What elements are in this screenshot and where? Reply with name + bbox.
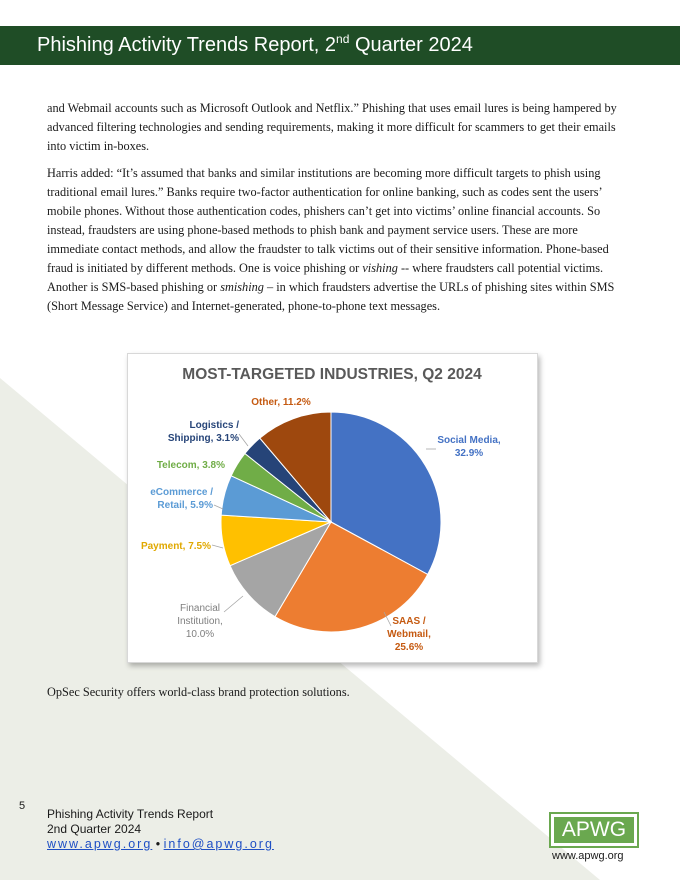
header-title-sup: nd	[336, 32, 350, 46]
body-text	[47, 99, 622, 324]
site-link[interactable]: www.apwg.org	[47, 837, 153, 851]
data-label-line: Retail, 5.9%	[157, 500, 213, 511]
term-smishing: smishing	[220, 280, 264, 294]
footer-report-name: Phishing Activity Trends Report	[47, 807, 214, 821]
data-label-line: Other, 11.2%	[251, 397, 311, 408]
pie-chart-svg	[128, 354, 537, 662]
apwg-logo	[549, 812, 639, 848]
data-label-saas-webmail	[387, 616, 431, 653]
leader-line-payment	[212, 545, 223, 548]
paragraph-2	[47, 164, 622, 316]
header-title-suffix: Quarter 2024	[349, 34, 473, 56]
data-label-line: Institution,	[177, 616, 223, 627]
data-label-line: Social Media,	[437, 435, 501, 446]
data-label-telecom	[157, 460, 225, 471]
data-label-line: Shipping, 3.1%	[167, 433, 239, 444]
data-label-line: Payment, 7.5%	[140, 541, 211, 552]
paragraph-2-part-1: Harris added: “It’s assumed that banks and similar institutions are becoming more difficult targets to phish using traditional email lures.” Banks require two-factor authentication for online banking, such as codes sent the users’ mobile phones. Without those authentication codes, phishers can’t get into victims’ online financial accounts. So instead, fraudsters are using phone-based methods to phish bank and payment service users. These are more immediate contact methods, and allow the fraudster to talk victims out of their sensitive information. Phone-based fraud is initiated by different methods. One is voice phishing or	[47, 166, 609, 275]
footer-quarter: 2nd Quarter 2024	[47, 822, 142, 836]
paragraph-2-part-3: – in which fraudsters advertise the URLs of phishing sites within SMS (Short Message Service) and Internet-generated, phone-to-phone text messages.	[47, 280, 615, 313]
data-label-line: Webmail,	[387, 629, 431, 640]
footer	[47, 807, 274, 852]
data-label-ecommerce-retail	[150, 487, 213, 511]
data-label-logistics-shipping	[168, 420, 239, 444]
apwg-logo-url: www.apwg.org	[552, 850, 624, 862]
paragraph-1: and Webmail accounts such as Microsoft Outlook and Netflix.” Phishing that uses email lures is being hampered by advanced filtering technologies and sending requirements, making it more difficult for scammers to get their emails into victim in-boxes.	[47, 101, 617, 153]
closing-sentence: OpSec Security offers world-class brand protection solutions.	[47, 685, 350, 699]
data-label-social-media	[437, 435, 501, 459]
data-label-line: Logistics /	[189, 420, 239, 431]
page-header	[0, 26, 680, 65]
data-label-payment	[141, 541, 211, 552]
header-title-prefix: Phishing Activity Trends Report, 2	[37, 34, 337, 56]
footer-links	[47, 837, 274, 852]
data-label-line: SAAS /	[392, 616, 426, 627]
link-separator: •	[152, 837, 164, 851]
page-number: 5	[19, 800, 26, 812]
industries-pie-chart	[127, 353, 538, 663]
data-label-line: eCommerce /	[150, 487, 213, 498]
apwg-logo-text: APWG	[554, 817, 634, 843]
pie-slices	[221, 412, 441, 632]
data-label-financial-institution	[177, 603, 223, 640]
data-label-other	[251, 397, 311, 408]
data-label-line: 10.0%	[185, 629, 215, 640]
data-label-line: Telecom, 3.8%	[156, 460, 225, 471]
leader-line-financial-institution	[224, 596, 243, 612]
leader-line-logistics-shipping	[239, 434, 248, 446]
data-label-line: 25.6%	[394, 642, 424, 653]
chart-title: MOST-TARGETED INDUSTRIES, Q2 2024	[182, 366, 482, 383]
email-link[interactable]: info@apwg.org	[163, 837, 274, 851]
paragraph-2-part-2: -- where fraudsters call potential victims. Another is SMS-based phishing or	[47, 261, 604, 294]
data-label-line: 32.9%	[454, 448, 484, 459]
term-vishing: vishing	[362, 261, 398, 275]
data-label-line: Financial	[179, 603, 221, 614]
